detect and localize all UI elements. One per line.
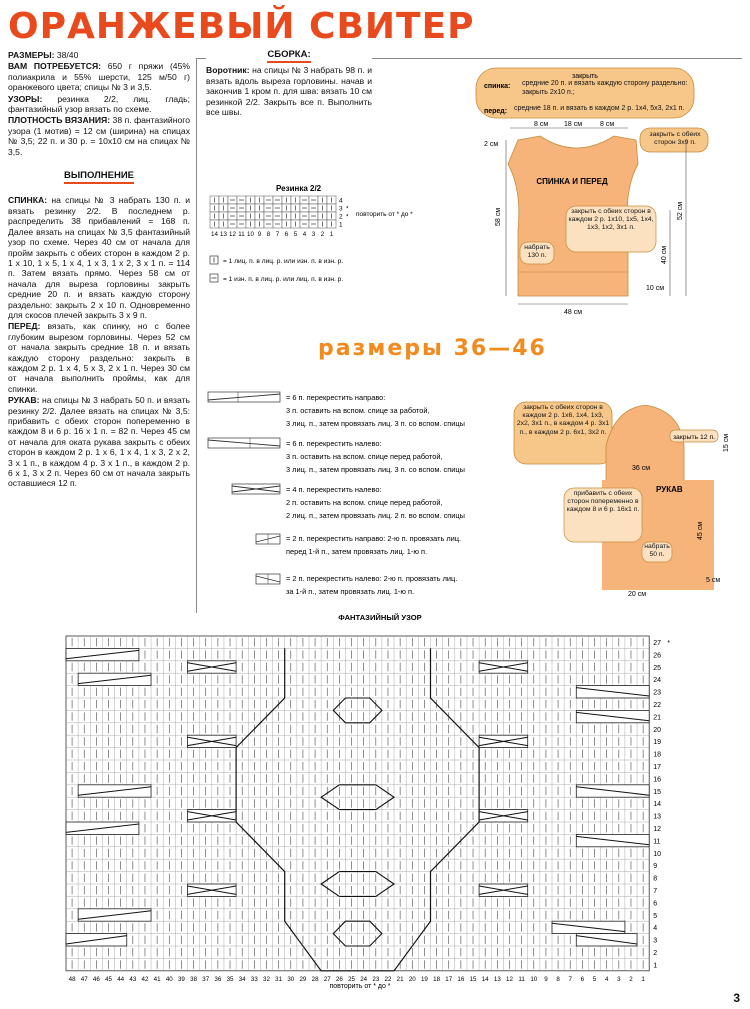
chart-col-number: 39	[177, 975, 185, 983]
legend-2-text: = 6 п. перекрестить налево:	[286, 439, 382, 448]
legend-4-text: = 2 п. перекрестить направо: 2-ю п. провязать лиц.	[286, 534, 462, 543]
legend-5-line-1: за 1-й п., затем провязать лиц. 1-ю п.	[286, 587, 415, 596]
chart-row-number: 2	[653, 950, 658, 957]
rib-col-number: 14	[211, 231, 218, 238]
chart-col-number: 45	[105, 975, 112, 983]
chart-col-number: 35	[226, 975, 234, 983]
chart-row-number: 11	[653, 838, 661, 846]
legend-2-line-1: 3 п. оставить на вспом. спице перед работой,	[286, 452, 443, 461]
sleeve-w20: 20 см	[628, 591, 647, 598]
chart-row-number: 26	[653, 652, 661, 660]
sleeve-name: РУКАВ	[656, 485, 683, 494]
chart-col-number: 29	[299, 975, 307, 983]
legend-1-text: = 6 п. перекрестить направо:	[286, 393, 386, 402]
chart-col-number: 12	[506, 975, 513, 983]
rib-row-number: 2	[339, 213, 343, 221]
chart-col-number: 44	[117, 975, 125, 983]
chart-row-number: 16	[653, 776, 661, 784]
chart-col-number: 3	[617, 975, 621, 983]
legend-1-line-1: 3 п. оставить на вспом. спице за работой,	[286, 406, 430, 415]
execution-heading: ВЫПОЛНЕНИЕ	[8, 171, 190, 181]
chart-col-number: 40	[165, 975, 173, 983]
rib-col-number: 4	[302, 231, 307, 238]
chart-row-number: 9	[653, 863, 658, 871]
chart-row-number: 22	[653, 702, 661, 709]
legend-5-text: = 2 п. перекрестить налево: 2-ю п. провязать лиц.	[286, 574, 458, 583]
chart-row-number: 10	[653, 850, 661, 858]
chart-col-number: 22	[384, 975, 392, 983]
legend-2-line-2: 3 лиц. п., затем провязать лиц. 3 п. со вспом. спицы	[286, 465, 465, 474]
chart-row-number: 24	[653, 677, 661, 685]
rib-col-number: 8	[266, 231, 271, 238]
chart-col-number: 8	[556, 975, 560, 983]
density-paragraph: ПЛОТНОСТЬ ВЯЗАНИЯ: 38 п. фантазийного узора (1 мотив) = 12 см (ширина) на спицах № 3,5; 22 п. и 30 р. = 10х10 см на спицах № 3,5.	[8, 115, 190, 157]
chart-col-number: 19	[420, 975, 428, 983]
chart-row-number: 12	[653, 826, 661, 833]
chart-title: ФАНТАЗИЙНЫЙ УЗОР	[338, 613, 422, 622]
chart-row-number: 15	[653, 788, 661, 796]
chart-row-number: 6	[653, 900, 658, 908]
chart-col-number: 2	[629, 975, 633, 983]
body-h58: 58 см	[495, 207, 502, 226]
chart-col-number: 36	[214, 975, 222, 983]
rib-col-number: 7	[275, 231, 280, 238]
chart-col-number: 7	[568, 975, 572, 983]
chart-row-number: 20	[653, 726, 661, 734]
chart-col-number: 31	[275, 975, 283, 983]
body-w8a: 8 см	[534, 121, 549, 128]
chart-col-number: 33	[250, 975, 258, 983]
chart-col-number: 34	[238, 975, 246, 983]
chart-row-number: 21	[653, 714, 661, 722]
sleeve-h45: 45 см	[697, 521, 704, 540]
chart-row-number: 25	[653, 664, 661, 672]
rib-col-number: 6	[284, 231, 289, 238]
chart-col-number: 4	[604, 975, 609, 983]
chart-col-number: 15	[469, 975, 477, 983]
chart-col-number: 11	[518, 975, 525, 983]
rib-col-number: 11	[238, 231, 245, 238]
chart-col-number: 37	[202, 975, 210, 983]
chart-row-number: 18	[653, 751, 661, 759]
materials-paragraph: ВАМ ПОТРЕБУЕТСЯ: 650 г пряжи (45% полиакрила и 55% шерсти, 125 м/50 г) оранжевого цвета; спицы № 3 и 3,5.	[8, 61, 191, 93]
chart-col-number: 32	[263, 975, 270, 983]
chart-col-number: 9	[544, 975, 548, 983]
chart-row-number: 1	[653, 962, 658, 970]
rib-col-number: 13	[220, 231, 227, 238]
body-cast-on: набрать 130 п.	[524, 244, 550, 260]
sizes-heading: размеры 36—46	[318, 336, 547, 361]
patterns-paragraph: УЗОРЫ: резинка 2/2, лиц. гладь; фантазийный узор вязать по схеме.	[8, 93, 190, 115]
sizes-paragraph: РАЗМЕРЫ: 38/40	[8, 50, 79, 60]
body-back-text: средние 20 п. и вязать каждую сторону раздельно: закрыть 2х10 п.;	[522, 80, 688, 96]
chart-col-number: 47	[80, 975, 88, 983]
legend-3-line-2: 2 лиц. п., затем провязать лиц. 2 п. во вспом. спицы	[286, 511, 465, 520]
chart-col-number: 21	[396, 975, 404, 983]
page-title: ОРАНЖЕВЫЙ СВИТЕР	[8, 6, 475, 47]
chart-col-number: 43	[129, 975, 137, 983]
chart-row-number: 14	[653, 801, 661, 809]
left-column	[8, 50, 190, 490]
rib-col-number: 3	[311, 231, 316, 238]
sleeve-cast-on: набрать 50 п.	[644, 543, 670, 559]
body-front-text: средние 18 п. и вязать в каждом 2 р. 1х4, 5х3, 2х1 п.	[514, 105, 685, 112]
rib-col-number: 10	[247, 231, 254, 238]
body-w8b: 8 см	[600, 121, 615, 128]
body-diagram	[470, 60, 730, 320]
rib-col-number: 12	[229, 231, 236, 238]
armhole-note: закрыть с обеих сторон в каждом 2 р. 1х10, 1х5, 1х4, 1х3, 1х2, 3х1 п.	[568, 208, 654, 232]
rib-row-number: 3	[339, 205, 343, 213]
rib-col-number: 9	[257, 231, 262, 238]
chart-row-number: 7	[653, 888, 658, 895]
chart-repeat: повторить от * до *	[329, 983, 391, 990]
chart-col-number: 23	[372, 975, 380, 983]
chart-col-number: 42	[141, 975, 149, 983]
chart-col-number: 30	[287, 975, 295, 983]
rib-title: Резинка 2/2	[276, 184, 322, 193]
rib-col-number: 2	[320, 231, 325, 238]
chart-row-number: 19	[653, 739, 661, 747]
rib-col-number: 5	[293, 231, 298, 238]
body-front-label: перед:	[484, 108, 508, 115]
sleeve-cap-note: закрыть с обеих сторон в каждом 2 р. 1х6, 1х4, 1х3, 2х2, 3х1 п., в каждом 4 р. 3х1 п., в каждом 2 р. 6х1, 3х2 п.	[516, 404, 610, 436]
rib-repeat: повторить от * до *	[356, 211, 413, 218]
sleeve-close12: закрыть 12 п.	[672, 434, 716, 441]
chart-col-number: 13	[493, 975, 501, 983]
chart-col-number: 28	[311, 975, 319, 983]
body-w48: 48 см	[564, 309, 583, 316]
chart-row-number: 17	[653, 764, 661, 771]
body-w18: 18 см	[564, 121, 583, 128]
chart-col-number: 5	[592, 975, 597, 983]
rib-diagram	[206, 180, 413, 290]
sleeve-h15: 15 см	[723, 433, 730, 452]
sleeve-increase-note: прибавить с обеих сторон попеременно в каждом 8 и 6 р. 16х1 п.	[566, 490, 640, 514]
assembly-heading: СБОРКА:	[206, 50, 372, 60]
shoulder-note: закрыть с обеих сторон 3х9 п.	[649, 131, 701, 147]
chart-row-number: 23	[653, 689, 661, 697]
chart-col-number: 24	[360, 975, 368, 983]
chart-row-number: 3	[653, 937, 658, 945]
rib-row-mark: *	[346, 205, 349, 213]
fancy-pattern-chart	[0, 608, 742, 1000]
sleeve-paragraph: РУКАВ: на спицы № 3 набрать 50 п. и вязать резинку 2/2. Далее вязать на спицах № 3,5: прибавить с обеих сторон попеременно в каждом 8 и 6 р. 16 х 1 п. = 82 п. Через 45 см от начала для оката рукава закрыть с обеих сторон в каждом 2 р. 1 х 6, 1 х 4, 1 х 3, 2 х 2, 3 х 1 п., в каждом 4 р. 3 х 1 п., в каждом 2 р. 6 х 1, 3 х 2 п. Через 60 см от начала закрыть оставшиеся 12 п.	[8, 395, 190, 489]
rib-legend-2: = 1 изн. п. в лиц. р. или лиц. п. в изн. р.	[223, 276, 344, 283]
body-close-label: закрыть	[572, 73, 598, 80]
sleeve-w36: 36 см	[632, 465, 651, 472]
chart-col-number: 1	[641, 975, 645, 983]
chart-col-number: 46	[92, 975, 100, 983]
chart-col-number: 6	[580, 975, 585, 983]
chart-col-number: 16	[457, 975, 465, 983]
chart-row-number: 8	[653, 875, 658, 883]
legend-1-line-2: 3 лиц. п., затем провязать лиц. 3 п. со вспом. спицы	[286, 419, 465, 428]
legend-3-line-1: 2 п. оставить на вспом. спице перед работой,	[286, 498, 443, 507]
rib-row-mark: *	[346, 213, 349, 221]
chart-row-number: 5	[653, 912, 658, 920]
collar-paragraph: Воротник: на спицы № 3 набрать 98 п. и вязать вдоль выреза горловины. начав и закончив 1 кром п. для шва: вязать 10 см резинкой 2/2. Закрыть все п. Выполнить все швы.	[206, 65, 372, 118]
legend-4-line-1: перед 1-й п., затем провязать лиц. 1-ю п.	[286, 547, 428, 556]
chart-col-number: 17	[445, 975, 453, 983]
body-back-label: спинка:	[484, 83, 511, 90]
body-h10: 10 см	[646, 285, 665, 292]
front-paragraph: ПЕРЕД: вязать, как спинку, но с более глубоким вырезом горловины. Через 52 см от начала закрыть средние 18 п. и вязать каждую сторону раздельно: закрыть в каждом 2 р. 1 х 4, 5 х 3, 2 х 1 п. Через 30 см от начала выполнить проймы, как для спинки.	[8, 321, 190, 394]
chart-row-number: 27	[653, 640, 661, 647]
back-paragraph: СПИНКА: на спицы № 3 набрать 130 п. и вязать резинку 2/2. В последнем р. распределить 38 прибавлений = 168 п. Далее вязать на спицах № 3,5 фантазийный узор по схеме. Через 40 см от начала для пройм закрыть с обеих сторон в каждом 2 р. 1 х 10, 1 х 5, 1 х 4, 1 х 3, 1 х 2, 3 х 1 п. = 114 п. Затем вязать прямо. Через 58 см от начала для выреза горловины закрыть средние 20 п. и вязать каждую сторону раздельно: закрыть 2 х 10 п. Одновременно для скосов плечей закрыть 3 х 9 п.	[8, 195, 190, 320]
chart-col-number: 38	[190, 975, 198, 983]
legend-3-text: = 4 п. перекрестить налево:	[286, 485, 382, 494]
rib-legend-1: = 1 лиц. п. в лиц. р. или изн. п. в изн. р.	[223, 258, 344, 265]
page-number: 3	[733, 991, 740, 1005]
chart-col-number: 26	[335, 975, 343, 983]
body-h40: 40 см	[661, 245, 668, 264]
chart-col-number: 20	[408, 975, 416, 983]
body-h2: 2 см	[484, 141, 499, 148]
stitch-legend	[206, 388, 506, 608]
chart-star: *	[667, 640, 670, 647]
chart-col-number: 25	[348, 975, 355, 983]
sleeve-diagram	[506, 400, 742, 600]
chart-col-number: 14	[481, 975, 489, 983]
assembly-column	[206, 50, 372, 118]
chart-col-number: 27	[323, 975, 331, 983]
chart-col-number: 18	[433, 975, 441, 983]
body-h52: 52 см	[677, 201, 684, 220]
body-name: СПИНКА И ПЕРЕД	[536, 177, 608, 186]
rib-row-number: 1	[339, 221, 343, 229]
chart-col-number: 10	[530, 975, 538, 983]
chart-row-number: 4	[653, 925, 658, 933]
chart-col-number: 48	[68, 975, 76, 983]
chart-col-number: 41	[153, 975, 161, 983]
rib-col-number: 1	[329, 231, 334, 238]
chart-row-number: 13	[653, 813, 661, 821]
sleeve-h5: 5 см	[706, 577, 721, 584]
rib-row-number: 4	[339, 197, 343, 205]
